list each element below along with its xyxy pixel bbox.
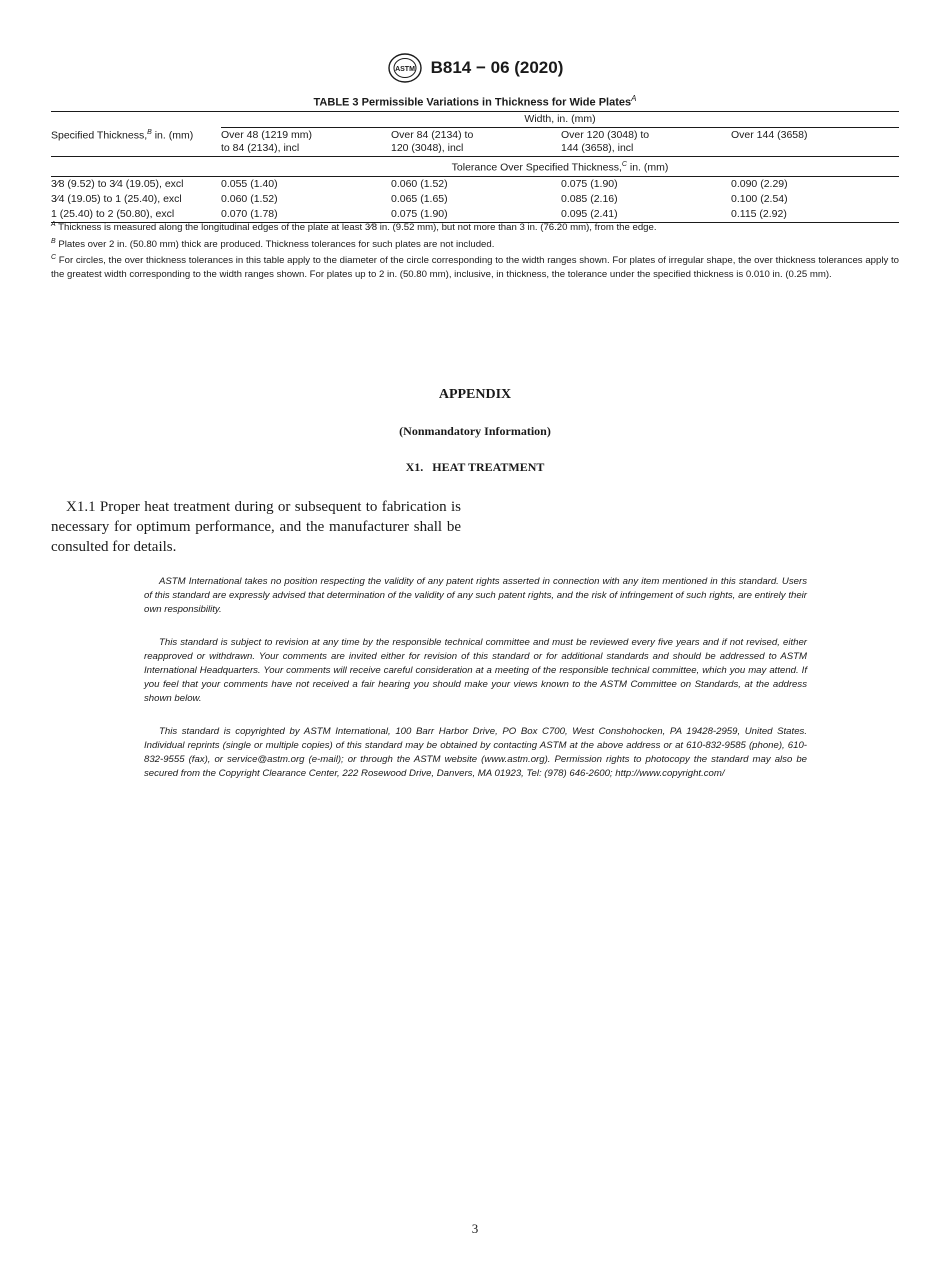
table-row: 3⁄4 (19.05) to 1 (25.40), excl 0.060 (1.52) 0.065 (1.65) 0.085 (2.16) 0.100 (2.54) bbox=[51, 192, 788, 205]
width-col-3: Over 120 (3048) to 144 (3658), incl bbox=[561, 129, 650, 154]
footnote-c: $^C$ For circles, the over thickness tolerances in this table apply to the diameter of the circle corresponding to the width ranges shown. For plates of irregular shape, the over thickness tolerances apply to the greatest width corresponding to the width ranges shown. For plates up to 2 in. (50.80 mm), inclusive, in thickness, the tolerance under the specified thickness is 0.010 in. (0.25 mm). bbox=[51, 254, 899, 281]
thickness-variation-table bbox=[51, 111, 899, 223]
table-row: 3⁄8 (9.52) to 3⁄4 (19.05), excl 0.055 (1.40) 0.060 (1.52) 0.075 (1.90) 0.090 (2.29) bbox=[51, 177, 788, 190]
table-row: 1 (25.40) to 2 (50.80), excl 0.070 (1.78) 0.075 (1.90) 0.095 (2.41) 0.115 (2.92) bbox=[51, 207, 899, 223]
astm-logo-text: ASTM bbox=[394, 66, 415, 73]
page-number: 3 bbox=[471, 1221, 479, 1236]
appendix-title: APPENDIX bbox=[438, 387, 512, 402]
footnote-a: $^A$ Thickness is measured along the longitudinal edges of the plate at least 3⁄8 in. (9.52 mm), but not more than 3 in. (76.20 mm), from the edge. bbox=[51, 221, 657, 234]
legal-notice-copyright: This standard is copyrighted by ASTM International, 100 Barr Harbor Drive, PO Box C700, West Conshohocken, PA 19428-2959, United States. Individual reprints (single or multiple copies) of this standard may be obtained by contacting ASTM at the above address or at 610-832-9585 (phone), 610-832-9555 (fax), or service@astm.org (e-mail); or through the ASTM website (www.astm.org). Permission rights to photocopy the standard may also be secured from the Copyright Clearance Center, 222 Rosewood Drive, Danvers, MA 01923, Tel: (978) 646-2600; http://www.copyright.com/ bbox=[144, 726, 807, 779]
footnote-b: $^B$ Plates over 2 in. (50.80 mm) thick are produced. Thickness tolerances for such plates are not included. bbox=[51, 237, 495, 250]
table-footnotes bbox=[51, 218, 899, 282]
legal-notice-patent: ASTM International takes no position respecting the validity of any patent rights asserted in connection with any item mentioned in this standard. Users of this standard are expressly advised that determination of the validity of any such patent rights, and the risk of infringement of such rights, are entirely their own responsibility. bbox=[144, 576, 807, 615]
width-col-4: Over 144 (3658) bbox=[731, 129, 808, 141]
table-title: TABLE 3 Permissible Variations in Thickness for Wide Plates$^A$ bbox=[313, 94, 637, 109]
spec-thickness-header: Specified Thickness,$^B$ in. (mm) bbox=[51, 112, 221, 157]
appendix-paragraph: X1.1 Proper heat treatment during or subsequent to fabrication is necessary for optimum performance, and the manufacturer shall be consulted for details. bbox=[51, 499, 461, 555]
document-header bbox=[0, 52, 950, 89]
astm-logo-icon bbox=[387, 52, 423, 84]
section-heading: X1. HEAT TREATMENT bbox=[405, 460, 545, 474]
standard-designation: B814 − 06 (2020) bbox=[430, 58, 564, 77]
width-col-2: Over 84 (2134) to 120 (3048), incl bbox=[391, 129, 474, 154]
legal-notice-revision: This standard is subject to revision at any time by the responsible technical committee and must be reviewed every five years and if not revised, either reapproved or withdrawn. Your comments are invited either for revision of this standard or for additional standards and should be addressed to ASTM International Headquarters. Your comments will receive careful consideration at a meeting of the responsible technical committee, which you may attend. If you feel that your comments have not received a fair hearing you should make your views known to the ASTM Committee on Standards, at the address shown below. bbox=[144, 637, 807, 704]
width-col-1: Over 48 (1219 mm) to 84 (2134), incl bbox=[221, 129, 313, 154]
tolerance-header: Tolerance Over Specified Thickness,$^C$ in. (mm) bbox=[221, 157, 899, 177]
appendix-subtitle: (Nonmandatory Information) bbox=[399, 424, 551, 438]
width-header: Width, in. (mm) bbox=[221, 112, 899, 128]
